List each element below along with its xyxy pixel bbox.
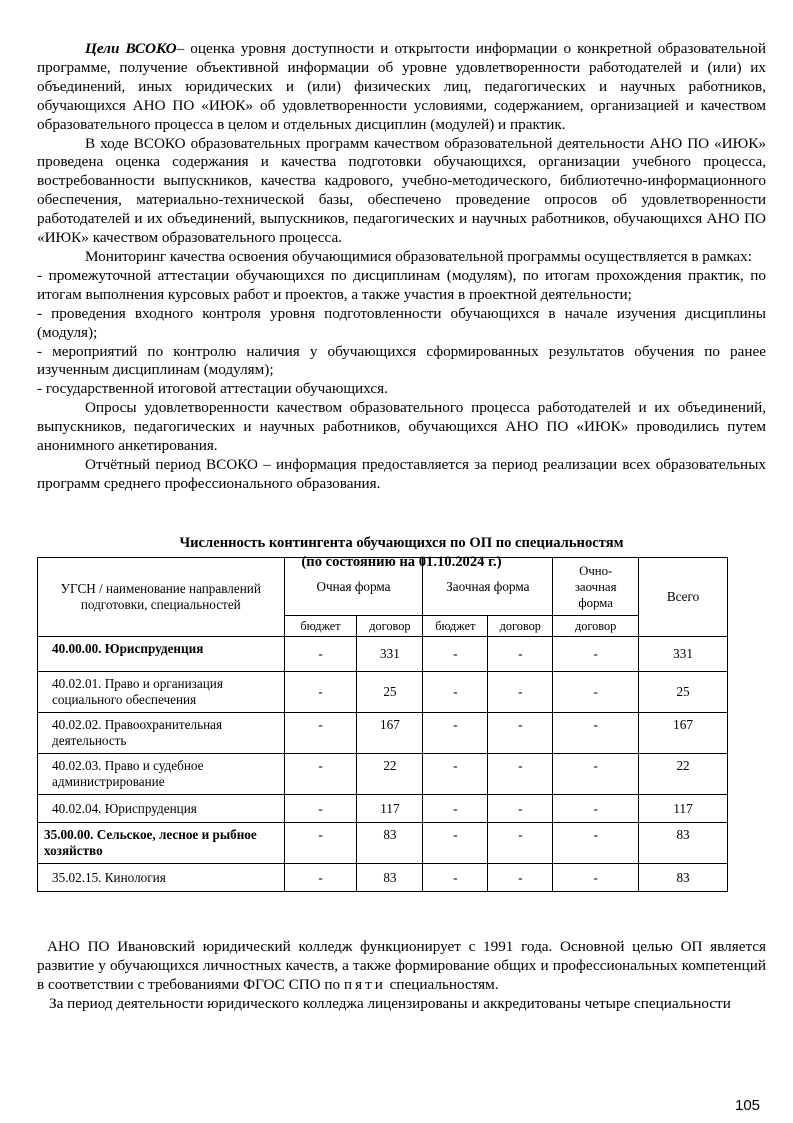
cell-value: - xyxy=(488,754,553,795)
table-row xyxy=(38,713,728,754)
cell-value: - xyxy=(553,672,639,713)
goals-paragraph xyxy=(37,40,766,135)
cell-total: 22 xyxy=(639,754,728,795)
college-paragraph xyxy=(37,938,766,995)
header-budget: бюджет xyxy=(284,616,357,637)
college-text-spaced: пяти xyxy=(343,975,386,993)
cell-value: - xyxy=(553,754,639,795)
cell-value: - xyxy=(284,713,357,754)
table-title: Численность контингента обучающихся по ОП по специальностям xyxy=(179,534,624,551)
cell-value: - xyxy=(423,823,488,864)
table-row xyxy=(38,754,728,795)
cell-total: 167 xyxy=(639,713,728,754)
row-name: 40.00.00. Юриспруденция xyxy=(38,637,285,672)
cell-value: - xyxy=(488,823,553,864)
cell-value: - xyxy=(423,672,488,713)
surveys-paragraph: Опросы удовлетворенности качеством образовательного процесса работодателей и их объединений, выпускников, педагогических и научных работников, обучающихся АНО ПО «ИЮК» проводились путем анонимного анкетирования. xyxy=(37,399,766,455)
assessment-paragraph: В ходе ВСОКО образовательных программ качеством образовательной деятельности АНО ПО «ИЮК» проведена оценка содержания и качества подготовки обучающихся, организации учебного процесса, востребованности выпускников, качества кадрового, учебно-методического, библиотечно-информационного обеспечения, материально-технической базы, обеспечено проведение опросов об удовлетворенности работодателей и их объединений, выпускников, педагогических и научных работников, обучающихся АНО ПО «ИЮК» качеством образовательного процесса. xyxy=(37,134,766,247)
cell-value: - xyxy=(423,637,488,672)
cell-value: 331 xyxy=(357,637,423,672)
row-name: 40.02.03. Право и судебное администрирование xyxy=(38,754,285,795)
cell-value: - xyxy=(284,864,357,892)
row-name: 40.02.02. Правоохранительная деятельность xyxy=(38,713,285,754)
header-ugsn: УГСН / наименование направлений подготовки, специальностей xyxy=(38,558,285,637)
header-contract: договор xyxy=(553,616,639,637)
college-text-start: АНО ПО Ивановский юридический колледж функционирует с 1991 года. Основной целью ОП является развитие у обучающихся личностных качеств, а также формирование общих и профессиональных компетенций в соответствии с требованиями ФГОС СПО по xyxy=(37,938,766,993)
cell-value: - xyxy=(488,795,553,823)
cell-value: - xyxy=(423,713,488,754)
cell-total: 331 xyxy=(639,637,728,672)
cell-value: - xyxy=(488,864,553,892)
header-correspondence: Заочная форма xyxy=(423,558,553,616)
table-subtitle: (по состоянию на 01.10.2024 г.) xyxy=(301,553,502,570)
table-row xyxy=(38,672,728,713)
goals-text: – оценка уровня доступности и открытости информации о конкретной образовательной программе, получение объективной информации об уровне удовлетворенности работодателей и (или) их объединений, иных юридических и (или) физических лиц, педагогических и научных работников, обучающихся АНО ПО «ИЮК» об удовлетворенности условиями, содержанием, организацией и качеством образовательного процесса в целом и отдельных дисциплин (модулей) и практик. xyxy=(37,40,766,133)
header-budget: бюджет xyxy=(423,616,488,637)
cell-value: 83 xyxy=(357,823,423,864)
cell-value: - xyxy=(553,713,639,754)
cell-value: - xyxy=(553,637,639,672)
cell-value: - xyxy=(423,754,488,795)
table-row xyxy=(38,864,728,892)
list-item: - государственной итоговой аттестации обучающихся. xyxy=(37,380,388,398)
cell-value: - xyxy=(488,637,553,672)
header-part-time: Очно-заочная форма xyxy=(553,558,639,616)
cell-value: - xyxy=(553,823,639,864)
cell-value: - xyxy=(488,713,553,754)
monitoring-paragraph: Мониторинг качества освоения обучающимися образовательной программы осуществляется в рамках: xyxy=(85,247,752,265)
page-number: 105 xyxy=(735,1097,761,1114)
header-contract: договор xyxy=(357,616,423,637)
header-contract: договор xyxy=(488,616,553,637)
cell-value: 117 xyxy=(357,795,423,823)
goals-lead: Цели ВСОКО xyxy=(85,40,177,57)
reporting-period-paragraph: Отчётный период ВСОКО – информация предоставляется за период реализации всех образовательных программ среднего профессионального образования. xyxy=(37,455,766,492)
cell-value: - xyxy=(284,795,357,823)
row-name: 40.02.01. Право и организация социального обеспечения xyxy=(38,672,285,713)
cell-total: 25 xyxy=(639,672,728,713)
licensing-paragraph: За период деятельности юридического колледжа лицензированы и аккредитованы четыре специальности xyxy=(49,994,731,1012)
cell-value: 25 xyxy=(357,672,423,713)
cell-value: 167 xyxy=(357,713,423,754)
cell-value: 22 xyxy=(357,754,423,795)
cell-value: - xyxy=(284,823,357,864)
cell-total: 83 xyxy=(639,864,728,892)
table-row xyxy=(38,795,728,823)
list-item: - мероприятий по контролю наличия у обучающихся сформированных результатов обучения по ранее изученным дисциплинам (модулям); xyxy=(37,342,766,379)
cell-value: - xyxy=(284,672,357,713)
table-row xyxy=(38,637,728,672)
cell-value: - xyxy=(553,864,639,892)
closing-section xyxy=(37,938,766,1014)
cell-value: - xyxy=(488,672,553,713)
list-item: - промежуточной аттестации обучающихся по дисциплинам (модулям), по итогам прохождения практик, по итогам выполнения курсовых работ и проектов, а также участия в проектной деятельности; xyxy=(37,266,766,303)
row-name: 40.02.04. Юриспруденция xyxy=(38,795,285,823)
table-row xyxy=(38,823,728,864)
cell-total: 117 xyxy=(639,795,728,823)
document-body xyxy=(37,40,766,572)
header-total: Всего xyxy=(639,558,728,637)
cell-value: - xyxy=(423,864,488,892)
cell-value: - xyxy=(284,637,357,672)
header-full-time: Очная форма xyxy=(284,558,423,616)
list-item: - проведения входного контроля уровня подготовленности обучающихся в начале изучения дисциплины (модуля); xyxy=(37,304,766,341)
cell-value: - xyxy=(284,754,357,795)
cell-value: - xyxy=(553,795,639,823)
cell-value: - xyxy=(423,795,488,823)
row-name: 35.00.00. Сельское, лесное и рыбное хозяйство xyxy=(38,823,285,864)
row-name: 35.02.15. Кинология xyxy=(38,864,285,892)
college-text-end: специальностям. xyxy=(385,975,499,993)
cell-value: 83 xyxy=(357,864,423,892)
contingent-table xyxy=(37,557,728,892)
cell-total: 83 xyxy=(639,823,728,864)
